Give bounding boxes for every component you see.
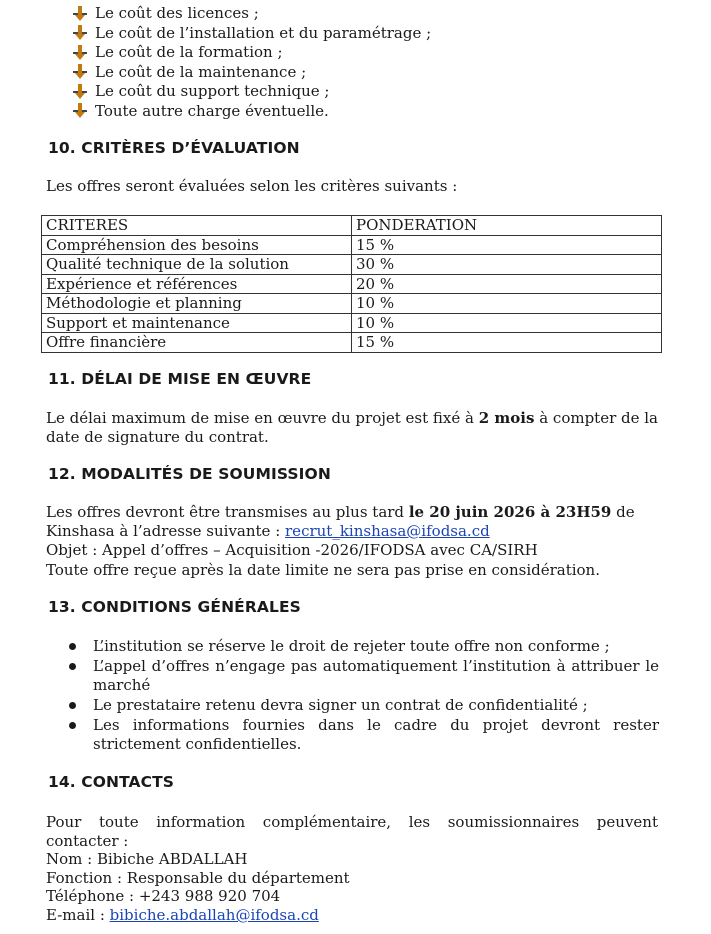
down-arrow-icon bbox=[73, 64, 87, 80]
list-item bbox=[73, 24, 431, 44]
contact-email-line bbox=[46, 906, 319, 925]
cost-items-list bbox=[73, 4, 431, 121]
cost-item-text: Le coût du support technique ; bbox=[95, 82, 330, 100]
table-row bbox=[42, 235, 662, 255]
weighting-cell: 30 % bbox=[352, 255, 662, 275]
weighting-cell: 20 % bbox=[352, 274, 662, 294]
weighting-cell: 15 % bbox=[352, 333, 662, 353]
round-bullet-icon bbox=[69, 702, 76, 709]
section-12-heading: 12. MODALITÉS DE SOUMISSION bbox=[48, 465, 331, 483]
down-arrow-icon bbox=[73, 84, 87, 100]
condition-text: L’institution se réserve le droit de rejeter toute offre non conforme ; bbox=[93, 637, 610, 655]
cost-item-text: Le coût de la maintenance ; bbox=[95, 62, 307, 81]
contacts-intro: Pour toute information complémentaire, les soumissionnaires peuvent contacter : bbox=[46, 813, 658, 850]
round-bullet-icon bbox=[69, 722, 76, 729]
criteria-cell: Expérience et références bbox=[42, 274, 352, 294]
weighting-cell: 10 % bbox=[352, 313, 662, 333]
list-item bbox=[73, 43, 431, 63]
condition-text: Le prestataire retenu devra signer un contrat de confidentialité ; bbox=[93, 696, 588, 714]
down-arrow-icon bbox=[73, 103, 87, 119]
criteria-column-header: CRITERES bbox=[42, 216, 352, 236]
condition-text: Les informations fournies dans le cadre du projet devront rester strictement confidentielles. bbox=[93, 716, 659, 753]
table-row bbox=[42, 313, 662, 333]
list-item bbox=[73, 102, 431, 122]
delay-duration: 2 mois bbox=[478, 409, 535, 427]
section-13-heading: 13. CONDITIONS GÉNÉRALES bbox=[48, 598, 301, 616]
list-item bbox=[67, 696, 659, 715]
criteria-cell: Support et maintenance bbox=[42, 313, 352, 333]
delay-text-after: à compter de la date de signature du contrat. bbox=[46, 409, 659, 446]
list-item bbox=[73, 4, 431, 24]
table-header-row bbox=[42, 216, 662, 236]
section-11-paragraph bbox=[46, 409, 658, 447]
delay-text-before: Le délai maximum de mise en œuvre du projet est fixé à bbox=[46, 409, 479, 427]
cost-item-text: Le coût des licences ; bbox=[95, 4, 259, 22]
condition-text: L’appel d’offres n’engage pas automatiquement l’institution à attribuer le marché bbox=[93, 657, 659, 694]
general-conditions-list bbox=[67, 637, 659, 755]
contact-email-link[interactable]: bibiche.abdallah@ifodsa.cd bbox=[109, 906, 319, 924]
deadline-text-before: Les offres devront être transmises au plus tard bbox=[46, 503, 409, 521]
down-arrow-icon bbox=[73, 25, 87, 41]
list-item bbox=[73, 63, 431, 83]
address-label: Kinshasa à l’adresse suivante : bbox=[46, 522, 286, 540]
deadline-text-after: de bbox=[611, 503, 635, 521]
section-14-heading: 14. CONTACTS bbox=[48, 773, 175, 791]
round-bullet-icon bbox=[69, 663, 76, 670]
table-row bbox=[42, 294, 662, 314]
criteria-cell: Méthodologie et planning bbox=[42, 294, 352, 314]
cost-item-text: Le coût de la formation ; bbox=[95, 43, 283, 61]
contact-function: Fonction : Responsable du département bbox=[46, 869, 350, 887]
email-label: E-mail : bbox=[46, 906, 110, 924]
table-row bbox=[42, 274, 662, 294]
deadline-date: le 20 juin 2026 à 23H59 bbox=[408, 503, 612, 521]
evaluation-criteria-table bbox=[41, 215, 662, 353]
submission-address-line bbox=[46, 522, 490, 541]
cost-item-text: Le coût de l’installation et du paramétrage ; bbox=[95, 23, 432, 42]
submission-deadline-note: Toute offre reçue après la date limite ne sera pas prise en considération. bbox=[46, 561, 600, 579]
weighting-cell: 15 % bbox=[352, 235, 662, 255]
weighting-cell: 10 % bbox=[352, 294, 662, 314]
section-10-heading: 10. CRITÈRES D’ÉVALUATION bbox=[48, 139, 300, 157]
contact-phone: Téléphone : +243 988 920 704 bbox=[46, 887, 281, 905]
criteria-cell: Qualité technique de la solution bbox=[42, 255, 352, 275]
criteria-cell: Offre financière bbox=[42, 333, 352, 353]
submission-subject-line: Objet : Appel d’offres – Acquisition -2026/IFODSA avec CA/SIRH bbox=[46, 541, 538, 559]
list-item bbox=[67, 716, 659, 754]
table-row bbox=[42, 333, 662, 353]
list-item bbox=[73, 82, 431, 102]
criteria-cell: Compréhension des besoins bbox=[42, 235, 352, 255]
weighting-column-header: PONDERATION bbox=[352, 216, 662, 236]
list-item bbox=[67, 657, 659, 695]
round-bullet-icon bbox=[69, 643, 76, 650]
table-row bbox=[42, 255, 662, 275]
down-arrow-icon bbox=[73, 45, 87, 61]
submission-deadline-line bbox=[46, 503, 658, 522]
submission-email-link[interactable]: recrut_kinshasa@ifodsa.cd bbox=[285, 522, 490, 540]
section-10-intro: Les offres seront évaluées selon les critères suivants : bbox=[46, 177, 458, 195]
section-11-heading: 11. DÉLAI DE MISE EN ŒUVRE bbox=[48, 370, 312, 388]
contact-name: Nom : Bibiche ABDALLAH bbox=[46, 850, 248, 868]
down-arrow-icon bbox=[73, 6, 87, 22]
cost-item-text: Toute autre charge éventuelle. bbox=[95, 101, 329, 120]
list-item bbox=[67, 637, 659, 656]
